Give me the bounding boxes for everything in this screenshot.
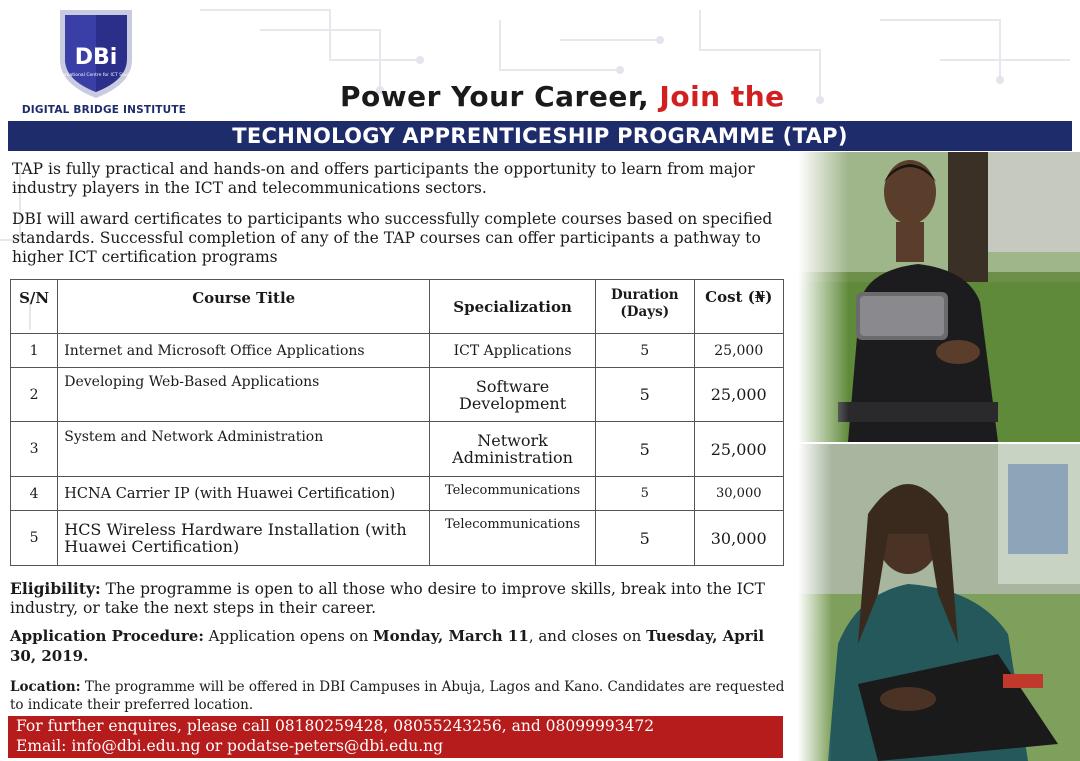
cell-course-title: Developing Web-Based Applications [58, 368, 430, 422]
procedure-paragraph [10, 626, 785, 666]
eligibility-paragraph [10, 579, 785, 618]
header-cost: Cost (₦) [694, 280, 784, 334]
dbi-logo [16, 4, 187, 116]
cell-specialization: Telecommunications [430, 477, 596, 511]
cell-duration: 5 [596, 368, 695, 422]
cell-course-title: HCNA Carrier IP (with Huawei Certification) [58, 477, 430, 511]
courses-table [10, 279, 784, 566]
cell-cost: 25,000 [694, 334, 784, 368]
cell-specialization: Network Administration [430, 422, 596, 477]
cell-sn: 5 [11, 511, 58, 566]
intro-paragraph-1: TAP is fully practical and hands-on and offers participants the opportunity to learn from major industry players in the ICT and telecommunications sectors. [12, 160, 755, 197]
table-row [11, 334, 784, 368]
header-specialization: Specialization [430, 280, 596, 334]
intro-paragraph-2: DBI will award certificates to participants who successfully complete courses based on specified standards. Successful completion of any of the TAP courses can offer participants a pathway to higher ICT certification programs [12, 210, 773, 266]
cell-duration: 5 [596, 511, 695, 566]
table-row [11, 368, 784, 422]
cell-course-title: Internet and Microsoft Office Applications [58, 334, 430, 368]
logo-mark: DBi [74, 45, 118, 70]
table-header-row [11, 280, 784, 334]
banner-title: TECHNOLOGY APPRENTICESHIP PROGRAMME (TAP) [232, 124, 848, 148]
location-paragraph [10, 678, 785, 714]
headline [340, 80, 785, 113]
header-sn: S/N [11, 280, 58, 334]
cell-cost: 30,000 [694, 511, 784, 566]
table-row [11, 422, 784, 477]
logo-tagline: International Centre for ICT Studies [56, 73, 136, 78]
cell-cost: 30,000 [694, 477, 784, 511]
headline-part1: Power Your Career, [340, 80, 660, 113]
location-label: Location: [10, 679, 81, 695]
cell-cost: 25,000 [694, 368, 784, 422]
procedure-text-2: , and closes on [528, 627, 647, 645]
header-course-title: Course Title [58, 280, 430, 334]
header-duration: Duration (Days) [596, 280, 695, 334]
cell-sn: 3 [11, 422, 58, 477]
table-row [11, 511, 784, 566]
eligibility-text: The programme is open to all those who desire to improve skills, break into the ICT industry, or take the next steps in their career. [10, 580, 765, 617]
procedure-text-1: Application opens on [203, 627, 373, 645]
cell-cost: 25,000 [694, 422, 784, 477]
photo-man-with-tablet [798, 152, 1080, 442]
cell-duration: 5 [596, 422, 695, 477]
title-banner [8, 121, 1072, 151]
cell-course-title: System and Network Administration [58, 422, 430, 477]
cell-specialization: ICT Applications [430, 334, 596, 368]
procedure-open-date: Monday, March 11 [373, 627, 529, 645]
cell-course-title: HCS Wireless Hardware Installation (with Huawei Certification) [58, 511, 430, 566]
eligibility-label: Eligibility: [10, 579, 101, 598]
procedure-close-date: Tuesday, April 30, 2019. [10, 627, 765, 665]
cell-duration: 5 [596, 334, 695, 368]
contact-footer [8, 716, 783, 758]
headline-part2: Join the [659, 80, 785, 113]
cell-sn: 1 [11, 334, 58, 368]
procedure-label: Application Procedure: [10, 627, 204, 645]
table-row [11, 477, 784, 511]
cell-duration: 5 [596, 477, 695, 511]
cell-specialization: Software Development [430, 368, 596, 422]
photo-woman-with-laptop [798, 444, 1080, 761]
cell-specialization: Telecommunications [430, 511, 596, 566]
footer-phone-line: For further enquires, please call 08180259428, 08055243256, and 08099993472 [16, 717, 655, 735]
cell-sn: 2 [11, 368, 58, 422]
shield-logo-icon [56, 4, 136, 100]
location-text: The programme will be offered in DBI Campuses in Abuja, Lagos and Kano. Candidates are requested to indicate their preferred location. [10, 679, 785, 713]
cell-sn: 4 [11, 477, 58, 511]
logo-name: DIGITAL BRIDGE INSTITUTE [21, 104, 187, 116]
footer-email-line: Email: info@dbi.edu.ng or podatse-peters@dbi.edu.ng [16, 737, 444, 755]
